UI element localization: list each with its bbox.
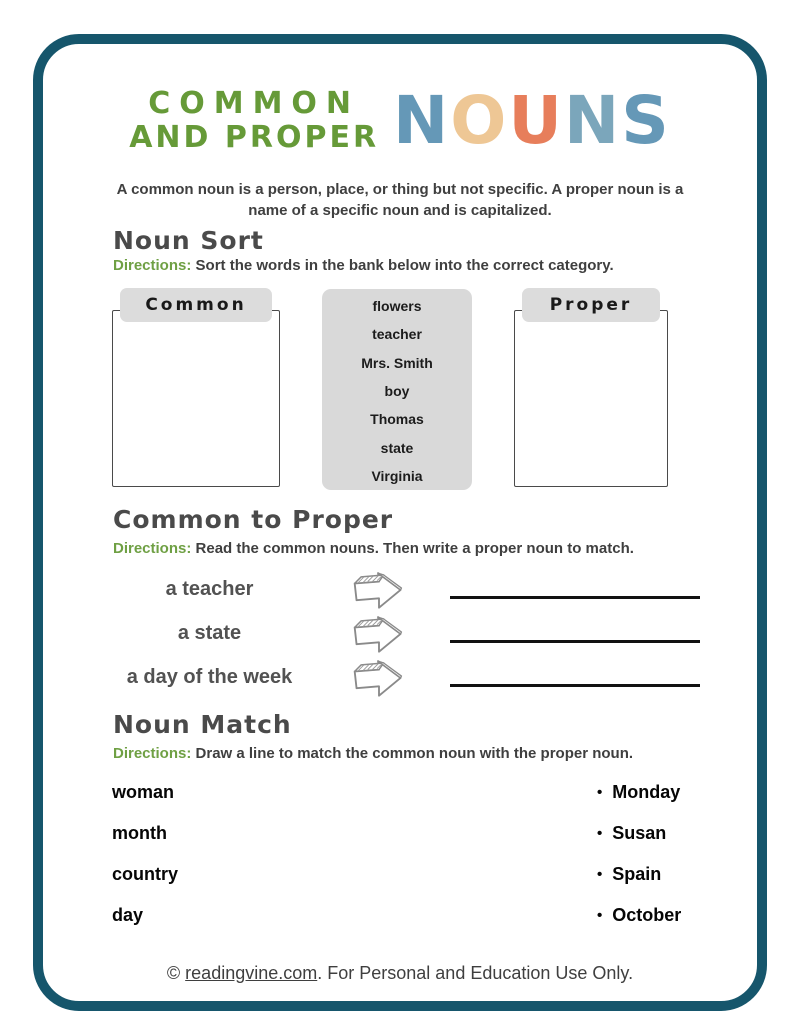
proper-noun-text: October <box>612 905 682 925</box>
worksheet-description: A common noun is a person, place, or thing but not specific. A proper noun is a name of a specific noun and is capitalized. <box>116 181 684 219</box>
word-bank-item: state <box>380 439 414 456</box>
title-common-and-proper <box>129 87 379 155</box>
directions-text: Read the common nouns. Then write a proper noun to match. <box>195 540 634 557</box>
directions-label: Directions: <box>113 540 192 557</box>
noun-match-directions <box>113 745 633 762</box>
arrow-right-icon <box>350 567 408 611</box>
arrow-right-icon <box>350 655 408 699</box>
copyright-prefix: © <box>166 963 186 983</box>
title-line1: COMMON <box>148 86 361 121</box>
title-nouns-letter: N <box>564 82 622 159</box>
proper-noun-item <box>597 854 681 895</box>
proper-noun-text: Spain <box>612 864 662 884</box>
answer-blank-line <box>450 684 700 687</box>
common-noun-item: woman <box>112 782 175 802</box>
bullet-icon: • <box>597 825 603 842</box>
ctp-prompt: a teacher <box>165 577 254 600</box>
ctp-prompt: a state <box>177 621 242 644</box>
word-bank-item: teacher <box>372 326 422 343</box>
word-bank-item: Virginia <box>371 467 423 484</box>
copyright-suffix: . For Personal and Education Use Only. <box>317 963 634 983</box>
common-to-proper-rows <box>112 567 680 699</box>
bullet-icon: • <box>597 907 603 924</box>
ctp-prompt: a day of the week <box>126 665 293 688</box>
proper-noun-item <box>597 772 681 813</box>
answer-blank-line <box>450 640 700 643</box>
common-to-proper-directions <box>113 540 634 557</box>
ctp-row <box>112 567 680 611</box>
proper-noun-item <box>597 813 681 854</box>
proper-sort-column <box>514 288 668 487</box>
proper-noun-text: Susan <box>612 823 667 843</box>
noun-match-heading: Noun Match <box>113 710 292 739</box>
title-line2: AND PROPER <box>129 120 380 155</box>
arrow-right-icon <box>350 611 408 655</box>
word-bank-item: Mrs. Smith <box>361 354 433 371</box>
proper-nouns-list <box>597 772 681 936</box>
footer-copyright <box>0 963 800 984</box>
ctp-row <box>112 611 680 655</box>
word-bank <box>322 289 472 490</box>
bullet-icon: • <box>597 784 603 801</box>
proper-answer-box <box>514 310 668 487</box>
bullet-icon: • <box>597 866 603 883</box>
ctp-row <box>112 655 680 699</box>
common-noun-item: month <box>112 823 167 843</box>
common-noun-item: country <box>112 864 179 884</box>
noun-sort-heading: Noun Sort <box>113 226 264 255</box>
common-noun-item: day <box>112 905 144 925</box>
common-sort-column <box>112 288 280 487</box>
title-nouns-letter: U <box>508 82 564 159</box>
common-to-proper-heading: Common to Proper <box>113 505 394 534</box>
word-bank-item: boy <box>384 382 410 399</box>
directions-text: Sort the words in the bank below into the correct category. <box>195 257 614 274</box>
word-bank-item: flowers <box>372 298 422 314</box>
proper-noun-text: Monday <box>612 782 681 802</box>
title-nouns-letter: S <box>621 82 671 159</box>
title-nouns-letter: O <box>450 82 509 159</box>
readingvine-link[interactable]: readingvine.com <box>185 963 318 983</box>
directions-text: Draw a line to match the common noun with the proper noun. <box>195 745 634 762</box>
common-column-label: Common <box>120 288 272 322</box>
directions-label: Directions: <box>113 257 192 274</box>
word-bank-item: Thomas <box>370 411 424 428</box>
noun-sort-directions <box>113 257 614 274</box>
common-nouns-list <box>112 772 178 936</box>
answer-blank-line <box>450 596 700 599</box>
directions-label: Directions: <box>113 745 192 762</box>
proper-noun-item <box>597 895 681 936</box>
proper-column-label: Proper <box>522 288 660 322</box>
common-answer-box <box>112 310 280 487</box>
title-nouns-word <box>393 82 671 159</box>
title-nouns-letter: N <box>393 82 451 159</box>
worksheet-title <box>0 82 800 159</box>
